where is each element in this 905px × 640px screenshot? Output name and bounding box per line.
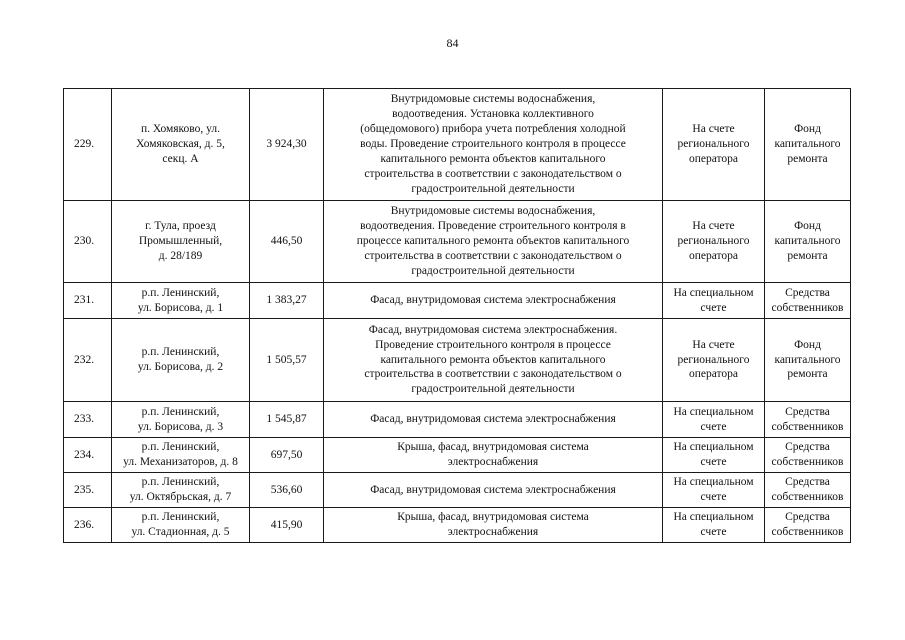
account-type-cell: На счете регионального оператора	[663, 319, 765, 402]
table-row	[64, 319, 851, 402]
table-row	[64, 89, 851, 201]
account-type-cell: На специальном счете	[663, 508, 765, 543]
works-cell: Фасад, внутридомовая система электроснабжения. Проведение строительного контроля в процессе капитального ремонта объектов капитального строительства в соответствии с законодательством о градостроительной деятельности	[324, 319, 663, 402]
account-type-cell: На специальном счете	[663, 402, 765, 438]
row-number: 233.	[64, 402, 112, 438]
address-cell: р.п. Ленинский, ул. Механизаторов, д. 8	[112, 438, 250, 473]
funding-source-cell: Средства собственников	[765, 473, 851, 508]
account-type-cell: На счете регионального оператора	[663, 89, 765, 201]
cost-cell: 3 924,30	[250, 89, 324, 201]
table-row	[64, 283, 851, 319]
repair-schedule-table	[63, 88, 851, 543]
funding-source-cell: Фонд капитального ремонта	[765, 89, 851, 201]
works-cell: Фасад, внутридомовая система электроснабжения	[324, 473, 663, 508]
row-number: 234.	[64, 438, 112, 473]
row-number: 230.	[64, 201, 112, 283]
works-cell: Фасад, внутридомовая система электроснабжения	[324, 283, 663, 319]
account-type-cell: На специальном счете	[663, 438, 765, 473]
cost-cell: 697,50	[250, 438, 324, 473]
works-cell: Крыша, фасад, внутридомовая система электроснабжения	[324, 508, 663, 543]
address-cell: п. Хомяково, ул. Хомяковская, д. 5, секц. А	[112, 89, 250, 201]
cost-cell: 1 545,87	[250, 402, 324, 438]
funding-source-cell: Средства собственников	[765, 402, 851, 438]
cost-cell: 1 505,57	[250, 319, 324, 402]
table-row	[64, 438, 851, 473]
account-type-cell: На специальном счете	[663, 283, 765, 319]
row-number: 232.	[64, 319, 112, 402]
table-row	[64, 508, 851, 543]
address-cell: р.п. Ленинский, ул. Борисова, д. 2	[112, 319, 250, 402]
cost-cell: 415,90	[250, 508, 324, 543]
address-cell: г. Тула, проезд Промышленный, д. 28/189	[112, 201, 250, 283]
works-cell: Крыша, фасад, внутридомовая система электроснабжения	[324, 438, 663, 473]
table-row	[64, 402, 851, 438]
funding-source-cell: Фонд капитального ремонта	[765, 319, 851, 402]
cost-cell: 446,50	[250, 201, 324, 283]
funding-source-cell: Средства собственников	[765, 438, 851, 473]
row-number: 236.	[64, 508, 112, 543]
funding-source-cell: Фонд капитального ремонта	[765, 201, 851, 283]
row-number: 231.	[64, 283, 112, 319]
funding-source-cell: Средства собственников	[765, 508, 851, 543]
account-type-cell: На специальном счете	[663, 473, 765, 508]
table-row	[64, 473, 851, 508]
row-number: 229.	[64, 89, 112, 201]
cost-cell: 536,60	[250, 473, 324, 508]
account-type-cell: На счете регионального оператора	[663, 201, 765, 283]
address-cell: р.п. Ленинский, ул. Стадионная, д. 5	[112, 508, 250, 543]
address-cell: р.п. Ленинский, ул. Октябрьская, д. 7	[112, 473, 250, 508]
address-cell: р.п. Ленинский, ул. Борисова, д. 3	[112, 402, 250, 438]
works-cell: Внутридомовые системы водоснабжения, водоотведения. Установка коллективного (общедомового) прибора учета потребления холодной воды. Проведение строительного контроля в процессе капитального ремонта объектов капитального строительства в соответствии с законодательством о градостроительной деятельности	[324, 89, 663, 201]
funding-source-cell: Средства собственников	[765, 283, 851, 319]
row-number: 235.	[64, 473, 112, 508]
cost-cell: 1 383,27	[250, 283, 324, 319]
page-number: 84	[446, 36, 459, 50]
address-cell: р.п. Ленинский, ул. Борисова, д. 1	[112, 283, 250, 319]
works-cell: Фасад, внутридомовая система электроснабжения	[324, 402, 663, 438]
table-row	[64, 201, 851, 283]
works-cell: Внутридомовые системы водоснабжения, водоотведения. Проведение строительного контроля в процессе капитального ремонта объектов капитального строительства в соответствии с законодательством о градостроительной деятельности	[324, 201, 663, 283]
